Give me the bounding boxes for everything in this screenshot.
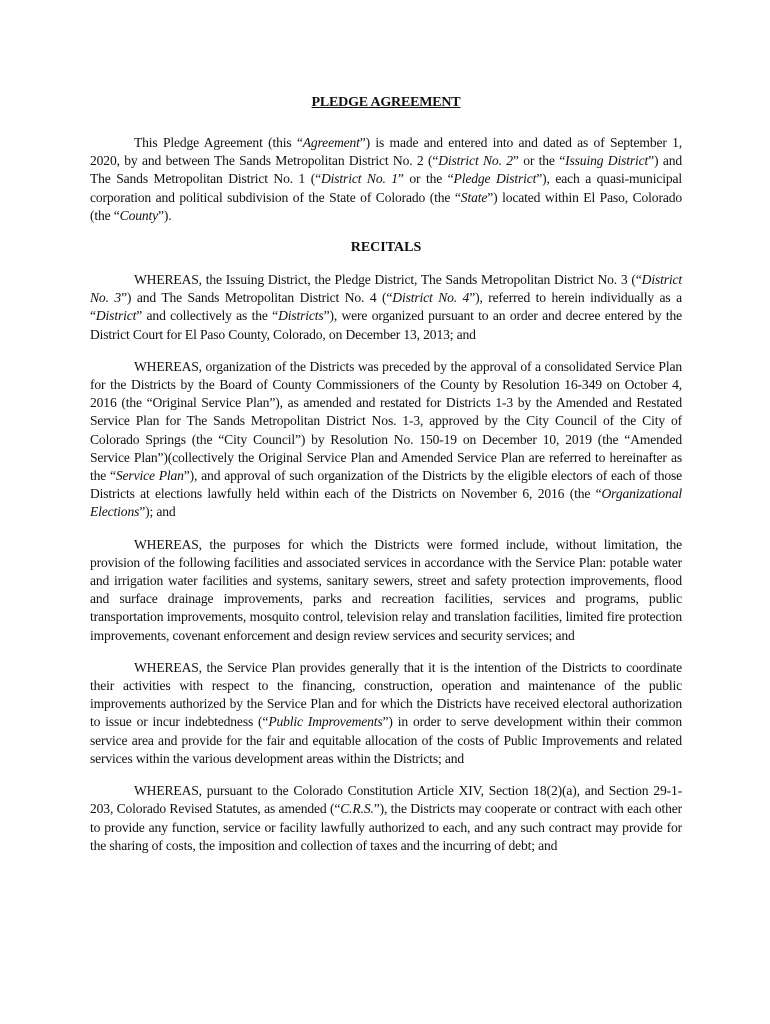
defined-term: District No. 2 [438, 153, 513, 169]
defined-term: Pledge District [453, 171, 537, 187]
defined-term: District No. 4 [392, 290, 470, 306]
document-page [90, 94, 682, 869]
recital-paragraph: WHEREAS, the purposes for which the Districts were formed include, without limitation, the provision of the following facilities and associated services in accordance with the Service Plan: potable water and irrigation water facilities and systems, sanitary sewers, street and safety protection improvements, flood and surface drainage improvements, parks and recreation facilities, services and programs, public transportation improvements, mosquito control, television relay and translation facilities, limited fire protection improvements, covenant enforcement and design review services and security services; and [90, 536, 682, 643]
defined-term: Issuing District [565, 153, 649, 169]
recital-paragraph: WHEREAS, organization of the Districts was preceded by the approval of a consolidated Service Plan for the Districts by the Board of County Commissioners of the County by Resolution 16-349 on October 4, 2016 (the “Original Service Plan”), as amended and restated for Districts 1-3 by the Amended and Restated Service Plan for The Sands Metropolitan District Nos. 1-3, approved by the City Council of the City of Colorado Springs (the “City Council”) by Resolution No. 150-19 on December 10, 2019 (the “Amended Service Plan”)(collectively the Original Service Plan and Amended Service Plan are referred to hereinafter as the “Service Plan”), and approval of such organization of the Districts by the eligible electors of each of those Districts at elections lawfully held within each of the Districts on November 6, 2016 (the “Organizational Elections”); and [90, 358, 683, 520]
recital-paragraph: WHEREAS, the Issuing District, the Pledge District, The Sands Metropolitan District No. 3 (“District No. 3”) and The Sands Metropolitan District No. 4 (“District No. 4”), referred to herein individually as a “District” and collectively as the “Districts”), were organized pursuant to an order and decree entered by the District Court for El Paso County, Colorado, on December 13, 2013; and [90, 272, 683, 342]
defined-term: County [119, 207, 159, 223]
defined-term: C.R.S. [340, 801, 374, 817]
defined-term: Agreement [302, 135, 360, 150]
defined-term: Service Plan [115, 468, 184, 484]
defined-term: State [460, 189, 488, 205]
defined-term: Districts [278, 308, 324, 324]
document-title: PLEDGE AGREEMENT [311, 95, 461, 110]
recital-paragraph: WHEREAS, the Service Plan provides generally that it is the intention of the Districts to coordinate their activities with respect to the financing, construction, operation and maintenance of the public improvements authorized by the Service Plan and for which the Districts have received electoral authorization to issue or incur indebtedness (“Public Improvements”) in order to serve development within their common service area and provide for the fair and equitable allocation of the costs of Public Improvements and related services within the various development areas within the Districts; and [90, 659, 682, 766]
defined-term: District No. 3 [90, 272, 682, 306]
defined-term: Organizational Elections [90, 486, 682, 520]
intro-paragraph: This Pledge Agreement (this “Agreement”) is made and entered into and dated as of September 1, 2020, by and between The Sands Metropolitan District No. 2 (“District No. 2” or the “Issuing District”) and The Sands Metropolitan District No. 1 (“District No. 1” or the “Pledge District”), each a quasi-municipal corporation and political subdivision of the State of Colorado (the “State”) located within El Paso, Colorado (the “County”). [90, 135, 683, 223]
recitals-heading: RECITALS [350, 240, 422, 256]
defined-term: District [95, 308, 137, 324]
recital-paragraph: WHEREAS, pursuant to the Colorado Constitution Article XIV, Section 18(2)(a), and Section 29-1-203, Colorado Revised Statutes, as amended (“C.R.S.”), the Districts may cooperate or contract with each other to provide any function, service or facility lawfully authorized to each, and any such contract may provide for the sharing of costs, the imposition and collection of taxes and the incurring of debt; and [90, 783, 682, 853]
defined-term: District No. 1 [321, 171, 398, 187]
defined-term: Public Improvements [268, 714, 383, 730]
